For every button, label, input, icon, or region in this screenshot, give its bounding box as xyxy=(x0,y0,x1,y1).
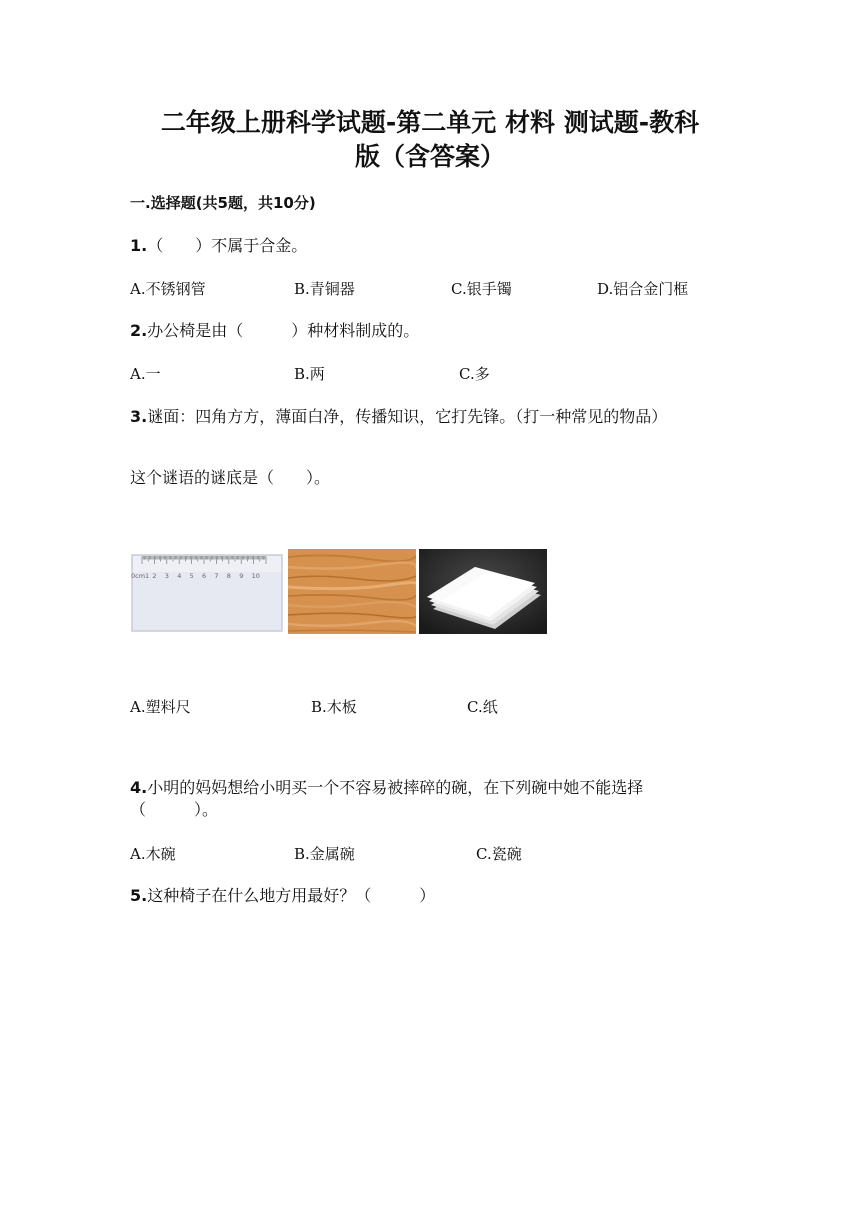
question-3 xyxy=(130,406,667,428)
question-text: 办公椅是由（ ）种材料制成的。 xyxy=(147,321,420,340)
page-title-line2: 版（含答案） xyxy=(354,142,505,171)
page-title-line1: 二年级上册科学试题-第二单元 材料 测试题-教科 xyxy=(160,108,700,137)
q1-option-a[interactable]: A.不锈钢管 xyxy=(130,280,206,298)
ruler-tick-label: 5 xyxy=(189,572,194,580)
question-4-subtext: （ ）。 xyxy=(130,800,219,819)
q3-option-b[interactable]: B.木板 xyxy=(311,698,357,716)
q4-option-c[interactable]: C.瓷碗 xyxy=(476,845,522,863)
wood-board-image xyxy=(288,549,416,634)
question-4 xyxy=(130,777,643,799)
question-5 xyxy=(130,885,435,907)
q3-option-c[interactable]: C.纸 xyxy=(467,698,498,716)
question-number: 4. xyxy=(130,778,148,797)
q4-option-b[interactable]: B.金属碗 xyxy=(294,845,355,863)
ruler-tick-label: 9 xyxy=(239,572,244,580)
question-text: 小明的妈妈想给小明买一个不容易被摔碎的碗，在下列碗中她不能选择 xyxy=(147,778,644,797)
q4-option-a[interactable]: A.木碗 xyxy=(130,845,176,863)
question-3-subtext: 这个谜语的谜底是（ ）。 xyxy=(130,468,331,487)
plastic-ruler-image xyxy=(130,549,284,634)
question-number: 2. xyxy=(130,321,148,340)
question-text: 谜面：四角方方，薄面白净，传播知识，它打先锋。（打一种常见的物品） xyxy=(147,407,668,426)
q1-option-d[interactable]: D.铝合金门框 xyxy=(597,280,689,298)
q1-option-c[interactable]: C.银手镯 xyxy=(451,280,512,298)
ruler-tick-label: 6 xyxy=(202,572,207,580)
question-number: 1. xyxy=(130,236,148,255)
q1-option-b[interactable]: B.青铜器 xyxy=(294,280,355,298)
q2-option-c[interactable]: C.多 xyxy=(459,365,490,383)
question-text: 这种椅子在什么地方用最好？（ ） xyxy=(147,886,436,905)
q2-option-a[interactable]: A.一 xyxy=(130,365,161,383)
question-number: 5. xyxy=(130,886,148,905)
section-heading: 一.选择题(共5题，共10分) xyxy=(130,194,316,212)
ruler-tick-label: 0cm1 xyxy=(131,572,150,580)
ruler-tick-label: 10 xyxy=(251,572,260,580)
ruler-tick-label: 3 xyxy=(164,572,169,580)
ruler-tick-label: 2 xyxy=(152,572,157,580)
ruler-tick-label: 4 xyxy=(177,572,182,580)
q2-option-b[interactable]: B.两 xyxy=(294,365,325,383)
question-text: （ ）不属于合金。 xyxy=(147,236,308,255)
question-2 xyxy=(130,320,419,342)
ruler-tick-label: 8 xyxy=(226,572,231,580)
ruler-tick-label: 7 xyxy=(214,572,219,580)
q3-option-a[interactable]: A.塑料尺 xyxy=(130,698,191,716)
question-1 xyxy=(130,235,307,257)
paper-stack-image xyxy=(419,549,547,634)
question-number: 3. xyxy=(130,407,148,426)
